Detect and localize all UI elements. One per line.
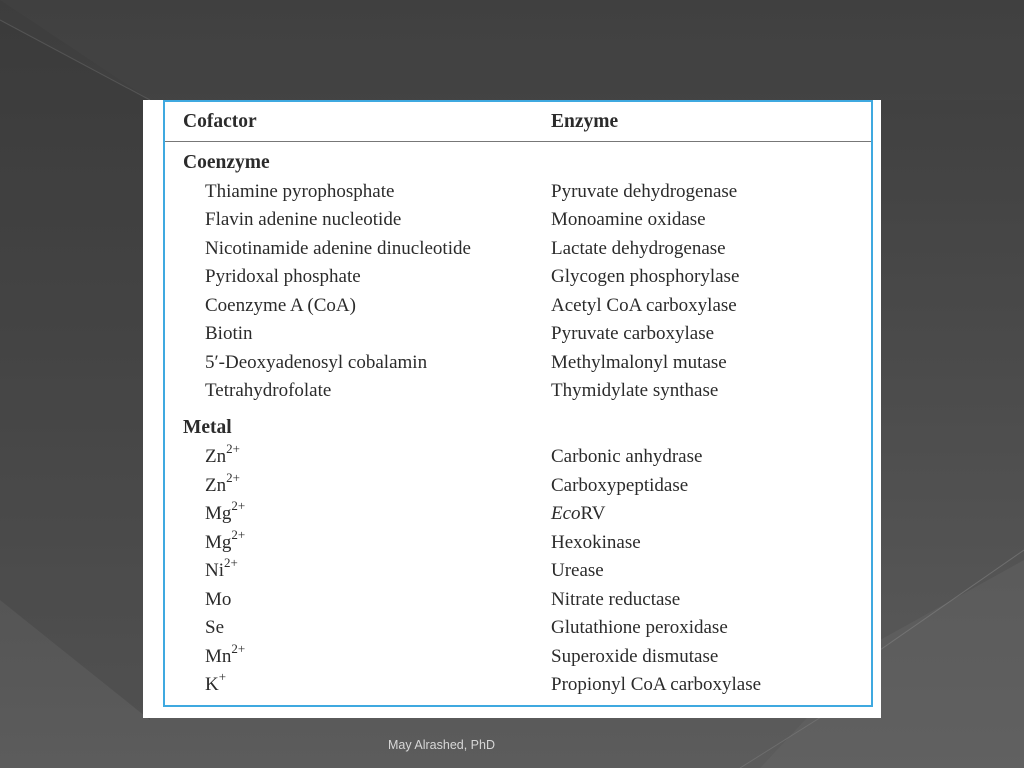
enzyme-cell: Glutathione peroxidase [551, 617, 728, 638]
cofactor-cell: Pyridoxal phosphate [205, 266, 361, 287]
enzyme-cell: Nitrate reductase [551, 589, 681, 610]
cofactor-cell: $Ni^{2+}$ [205, 554, 238, 581]
cofactor-cell: Flavin adenine nucleotide [205, 209, 402, 230]
charge-superscript: 2+ [231, 640, 246, 656]
section-title-coenzyme: Coenzyme [183, 152, 270, 173]
cofactor-cell: K+ [205, 668, 227, 695]
enzyme-cell: Urease [551, 560, 604, 581]
cofactor-cell: $Mn^{2+}$ [205, 640, 246, 667]
charge-superscript: 2+ [226, 440, 240, 456]
charge-superscript: + [218, 668, 227, 684]
cofactor-cell: Biotin [205, 323, 253, 344]
enzyme-cell: EcoRV [551, 503, 606, 524]
cofactor-cell: Mo [205, 589, 232, 610]
charge-superscript: 2+ [231, 497, 246, 513]
section-title-metal: Metal [183, 417, 232, 438]
cofactor-cell: $Zn^{2+}$ [205, 469, 240, 496]
enzyme-cell: Pyruvate carboxylase [551, 323, 715, 344]
enzyme-cell: Acetyl CoA carboxylase [551, 295, 737, 316]
cofactor-table [143, 100, 881, 718]
header-enzyme: Enzyme [551, 111, 619, 132]
cofactor-cell: Tetrahydrofolate [205, 380, 332, 401]
enzyme-cell: Propionyl CoA carboxylase [551, 674, 762, 695]
cofactor-cell: $Zn^{2+}$ [205, 440, 240, 467]
charge-superscript: 2+ [226, 469, 240, 485]
enzyme-cell: Thymidylate synthase [551, 380, 719, 401]
cofactor-cell: $Mg^{2+}$ [205, 497, 246, 524]
enzyme-cell: Glycogen phosphorylase [551, 266, 740, 287]
cofactor-cell: Coenzyme A (CoA) [205, 295, 356, 316]
cofactor-cell: Se [205, 617, 224, 638]
enzyme-cell: Superoxide dismutase [551, 646, 719, 667]
enzyme-cell: Carboxypeptidase [551, 475, 689, 496]
enzyme-cell: Methylmalonyl mutase [551, 352, 727, 373]
cofactor-cell: Nicotinamide adenine dinucleotide [205, 238, 471, 259]
header-divider [165, 141, 871, 142]
slide-footer: May Alrashed, PhD [388, 738, 495, 752]
enzyme-cell: Hexokinase [551, 532, 641, 553]
charge-superscript: 2+ [231, 526, 246, 542]
enzyme-cell: Lactate dehydrogenase [551, 238, 726, 259]
cofactor-cell: Thiamine pyrophosphate [205, 181, 395, 202]
header-cofactor: Cofactor [183, 111, 257, 132]
charge-superscript: 2+ [224, 554, 238, 570]
enzyme-cell: Monoamine oxidase [551, 209, 706, 230]
enzyme-cell: Pyruvate dehydrogenase [551, 181, 738, 202]
cofactor-cell: 5′-Deoxyadenosyl cobalamin [205, 352, 428, 373]
cofactor-cell: $Mg^{2+}$ [205, 526, 246, 553]
enzyme-cell: Carbonic anhydrase [551, 446, 703, 467]
